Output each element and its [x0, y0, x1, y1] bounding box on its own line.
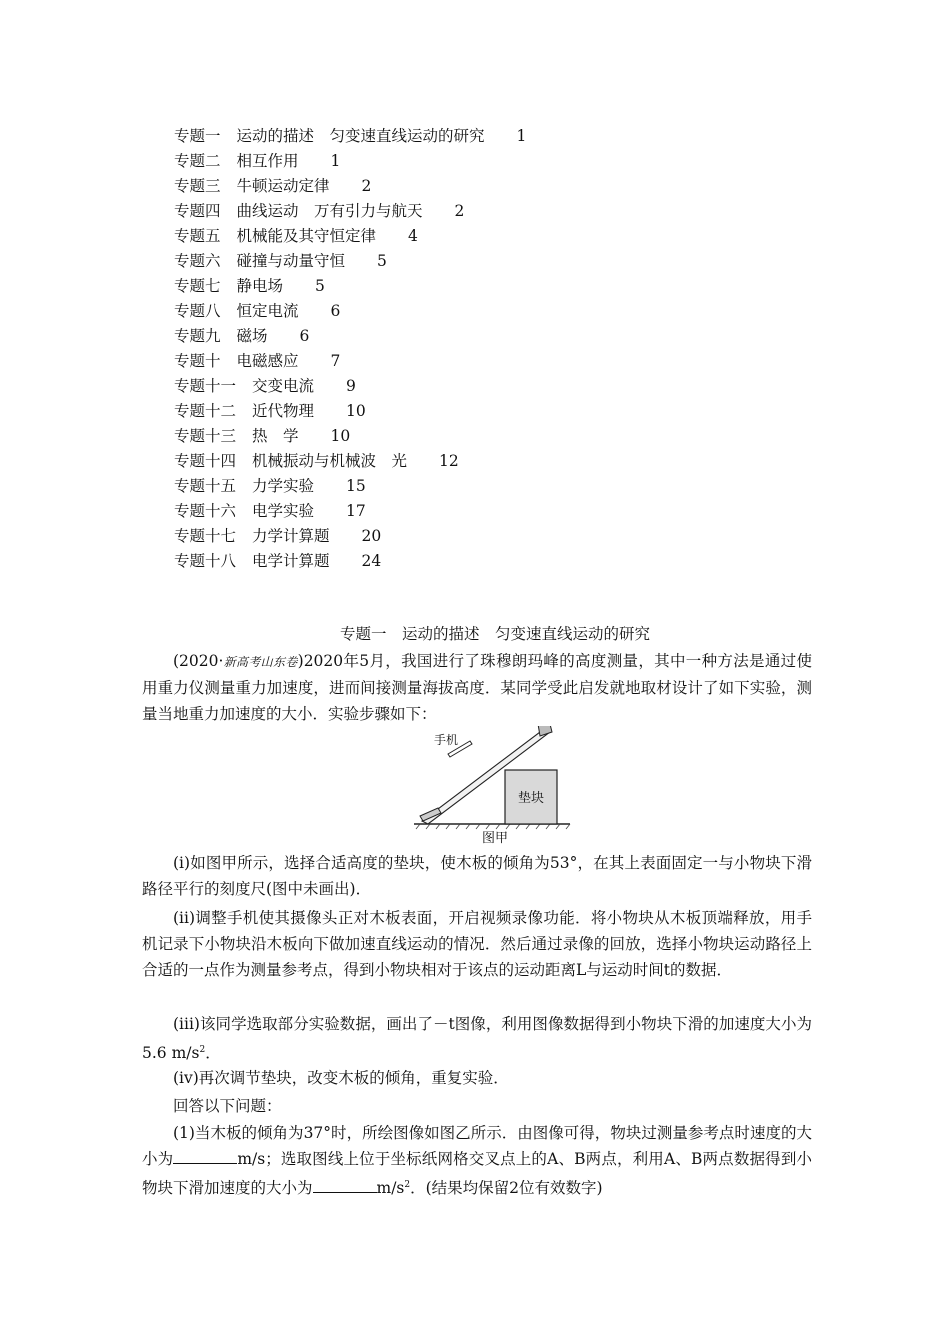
block-label: 垫块 [517, 791, 545, 806]
phone-label: 手机 [433, 733, 459, 747]
answer-blank-acceleration[interactable] [313, 1178, 377, 1193]
table-of-contents [174, 124, 526, 574]
toc-row[interactable] [174, 474, 526, 499]
toc-title: 牛顿运动定律 [236, 177, 330, 195]
toc-page: 6 [299, 327, 310, 345]
answer-prompt: 回答以下问题： [173, 1097, 282, 1115]
toc-title: 运动的描述 匀变速直线运动的研究 [236, 127, 485, 145]
toc-page: 24 [361, 552, 382, 570]
intro-text: )2020年5月，我国进行了珠穆朗玛峰的高度测量，其中一种方法是通过使用重力仪测量重力加速度，进而间接测量海拔高度．某同学受此启发就地取材设计了如下实验，测量当地重力加速度的大小．实验步骤如下： [142, 652, 812, 723]
toc-page: 2 [454, 202, 465, 220]
exam-source: 新高考山东卷 [223, 655, 298, 669]
step-3 [142, 1011, 812, 1066]
toc-name: 专题九 [174, 327, 221, 345]
toc-page: 5 [377, 252, 387, 270]
toc-page: 7 [330, 352, 341, 370]
intro-year: (2020· [173, 652, 224, 670]
unit-exponent: 2 [404, 1180, 411, 1190]
toc-name: 专题十八 [174, 552, 237, 570]
toc-title: 静电场 [236, 277, 284, 295]
toc-title: 交变电流 [252, 377, 315, 395]
toc-name: 专题十一 [174, 377, 237, 395]
figure-incline-setup [410, 726, 580, 848]
toc-title: 电学计算题 [252, 552, 330, 570]
toc-title: 碰撞与动量守恒 [236, 252, 346, 270]
question-1 [142, 1120, 812, 1201]
toc-row[interactable] [174, 199, 526, 224]
q1-text-d: ．(结果均保留2位有效数字) [410, 1179, 603, 1198]
toc-row[interactable] [174, 399, 526, 424]
toc-row[interactable] [174, 549, 526, 574]
toc-row[interactable] [174, 174, 526, 199]
toc-row[interactable] [174, 324, 526, 349]
toc-page: 1 [516, 127, 527, 145]
toc-row[interactable] [174, 249, 526, 274]
toc-title: 机械振动与机械波 光 [252, 452, 408, 470]
toc-page: 9 [346, 377, 356, 395]
toc-row[interactable] [174, 224, 526, 249]
q1-text-c: m/s [376, 1179, 405, 1198]
toc-name: 专题八 [174, 302, 221, 320]
toc-row[interactable] [174, 449, 526, 474]
toc-row[interactable] [174, 374, 526, 399]
toc-name: 专题十七 [174, 527, 237, 545]
toc-row[interactable] [174, 149, 526, 174]
toc-name: 专题六 [174, 252, 221, 270]
toc-row[interactable] [174, 524, 526, 549]
toc-name: 专题十五 [174, 477, 237, 495]
toc-title: 磁场 [236, 327, 268, 345]
toc-row[interactable] [174, 424, 526, 449]
toc-name: 专题三 [174, 177, 221, 195]
q1-text-b: m/s；选取图线上位于坐标纸网格交叉点上的A、B两点，利用A、B两点数据得到小物块下滑加速度的大小为 [142, 1150, 812, 1198]
toc-page: 10 [346, 402, 366, 420]
toc-name: 专题五 [174, 227, 221, 245]
toc-page: 4 [408, 227, 418, 245]
answer-blank-velocity[interactable] [173, 1149, 237, 1164]
step-1: (i)如图甲所示，选择合适高度的垫块，使木板的倾角为53°，在其上表面固定一与小物块下滑路径平行的刻度尺(图中未画出)． [142, 854, 812, 898]
step-3-text: (iii)该同学选取部分实验数据，画出了－t图像，利用图像数据得到小物块下滑的加速度大小为5.6 m/s [142, 1015, 812, 1063]
toc-title: 电磁感应 [236, 352, 299, 370]
toc-name: 专题二 [174, 152, 221, 170]
toc-title: 近代物理 [252, 402, 315, 420]
toc-title: 热 学 [252, 427, 299, 445]
toc-name: 专题十四 [174, 452, 237, 470]
unit-exponent: 2 [199, 1045, 206, 1055]
toc-row[interactable] [174, 274, 526, 299]
toc-page: 1 [330, 152, 341, 170]
toc-page: 12 [439, 452, 459, 470]
toc-page: 6 [330, 302, 341, 320]
toc-title: 机械能及其守恒定律 [236, 227, 377, 245]
section-title: 专题一 运动的描述 匀变速直线运动的研究 [339, 625, 650, 643]
figure-caption: 图甲 [481, 831, 509, 846]
toc-name: 专题十六 [174, 502, 237, 520]
toc-title: 力学实验 [252, 477, 315, 495]
toc-name: 专题一 [174, 127, 221, 145]
toc-title: 电学实验 [252, 502, 315, 520]
step-4: (iv)再次调节垫块，改变木板的倾角，重复实验． [173, 1069, 509, 1087]
toc-title: 力学计算题 [252, 527, 330, 545]
toc-page: 17 [346, 502, 366, 520]
toc-name: 专题十三 [174, 427, 237, 445]
step-3-end: ． [205, 1044, 221, 1063]
board-top-stopper [538, 726, 552, 736]
toc-name: 专题十二 [174, 402, 237, 420]
toc-title: 恒定电流 [236, 302, 299, 320]
toc-row[interactable] [174, 299, 526, 324]
toc-row[interactable] [174, 499, 526, 524]
toc-page: 10 [330, 427, 351, 445]
toc-row[interactable] [174, 349, 526, 374]
toc-name: 专题四 [174, 202, 221, 220]
q1-text-a: (1)当木板的倾角为37°时，所绘图像如图乙所示．由图像可得，物块过测量参考点时速度的大小为 [142, 1124, 812, 1168]
toc-page: 2 [361, 177, 372, 195]
toc-title: 曲线运动 万有引力与航天 [236, 202, 423, 220]
toc-title: 相互作用 [236, 152, 299, 170]
toc-page: 20 [361, 527, 382, 545]
step-2: (ii)调整手机使其摄像头正对木板表面，开启视频录像功能．将小物块从木板顶端释放，用手机记录下小物块沿木板向下做加速直线运动的情况．然后通过录像的回放，选择小物块运动路径上合适的一点作为测量参考点，得到小物块相对于该点的运动距离L与运动时间t的数据． [142, 909, 812, 979]
toc-name: 专题七 [174, 277, 221, 295]
toc-name: 专题十 [174, 352, 221, 370]
toc-page: 5 [315, 277, 325, 295]
toc-page: 15 [346, 477, 366, 495]
toc-row[interactable] [174, 124, 526, 149]
intro-paragraph [142, 648, 812, 727]
